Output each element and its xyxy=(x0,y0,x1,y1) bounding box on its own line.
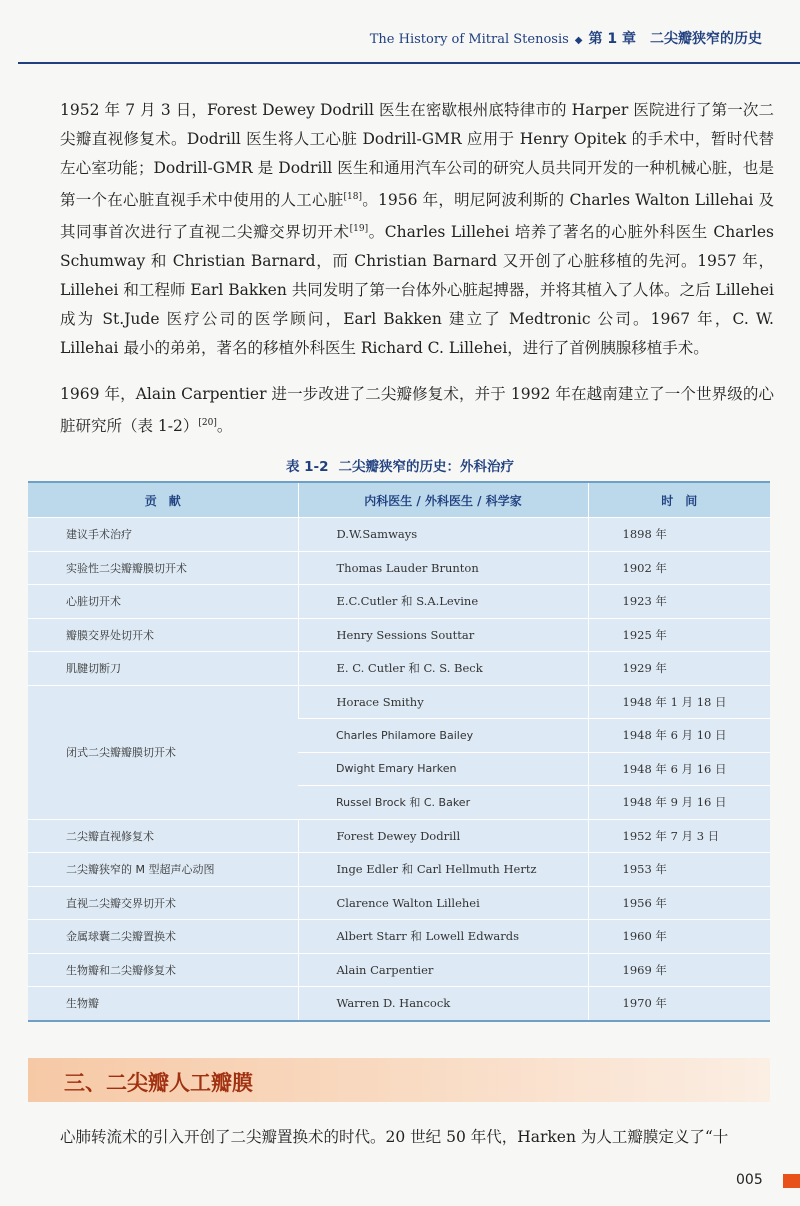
cell-date: 1898 年 xyxy=(588,518,770,552)
diamond-icon: ◆ xyxy=(574,35,583,46)
cell-contribution: 心脏切开术 xyxy=(28,585,298,619)
cell-contribution: 瓣膜交界处切开术 xyxy=(28,618,298,652)
table-caption xyxy=(0,455,800,475)
cell-date: 1948 年 6 月 16 日 xyxy=(588,752,770,786)
paragraph-1-text-a: 1952 年 7 月 3 日，Forest Dewey Dodrill 医生在密歇根州底特律市的 Harper 医院进行了第一次二尖瓣直视修复术。Dodrill 医生将人工心脏 Dodrill-GMR 应用于 Henry Opitek 的手术中，暂时代替左心室功能；Dodrill-GMR 是 Dodrill 医生和通用汽车公司的研究人员共同开发的一种机械心脏，也是第一个在心脏直视手术中使用的人工心脏 xyxy=(60,101,774,210)
table-row xyxy=(28,551,770,585)
column-header-contribution: 贡 献 xyxy=(28,482,298,518)
table-row xyxy=(28,953,770,987)
cell-name: Horace Smithy xyxy=(298,685,588,719)
page-number: 005 xyxy=(736,1172,763,1188)
paragraph-1-text-c: 。Charles Lillehei 培养了著名的心脏外科医生 Charles Schumway 和 Christian Barnard，而 Christian Barnard 又开创了心脏移植的先河。1957 年，Lillehei 和工程师 Earl Bakken 共同发明了第一台体外心脏起搏器，并将其植入了人体。之后 Lillehei 成为 St.Jude 医疗公司的医学顾问，Earl Bakken 建立了 Medtronic 公司。1967 年，C. W. Lillehai 最小的弟弟，著名的移植外科医生 Richard C. Lillehei，进行了首例胰腺移植手术。 xyxy=(60,223,774,358)
cell-contribution: 建议手术治疗 xyxy=(28,518,298,552)
table-row xyxy=(28,685,770,719)
page-tab-marker xyxy=(783,1174,800,1188)
cell-date: 1948 年 9 月 16 日 xyxy=(588,786,770,820)
table-row xyxy=(28,652,770,686)
cell-contribution-merged: 闭式二尖瓣瓣膜切开术 xyxy=(28,685,298,819)
cell-name: Albert Starr 和 Lowell Edwards xyxy=(298,920,588,954)
table-caption-number: 表 1-2 xyxy=(285,459,329,475)
header-english-title: The History of Mitral Stenosis xyxy=(369,32,569,47)
section-title: 三、二尖瓣人工瓣膜 xyxy=(64,1071,253,1095)
paragraph-2 xyxy=(60,380,774,441)
cell-date: 1969 年 xyxy=(588,953,770,987)
citation-18: [18] xyxy=(343,192,362,202)
cell-contribution: 生物瓣和二尖瓣修复术 xyxy=(28,953,298,987)
cell-contribution: 二尖瓣直视修复术 xyxy=(28,819,298,853)
cell-date: 1948 年 1 月 18 日 xyxy=(588,685,770,719)
cell-name: Thomas Lauder Brunton xyxy=(298,551,588,585)
cell-date: 1925 年 xyxy=(588,618,770,652)
cell-name: Warren D. Hancock xyxy=(298,987,588,1021)
table-caption-title: 二尖瓣狭窄的历史：外科治疗 xyxy=(338,459,515,475)
cell-name: Clarence Walton Lillehei xyxy=(298,886,588,920)
header-chapter-title: 第 1 章 二尖瓣狭窄的历史 xyxy=(588,31,762,47)
table-row xyxy=(28,518,770,552)
cell-contribution: 肌腱切断刀 xyxy=(28,652,298,686)
cell-date: 1970 年 xyxy=(588,987,770,1021)
citation-20: [20] xyxy=(198,418,217,428)
table-row xyxy=(28,920,770,954)
paragraph-1 xyxy=(60,96,774,363)
citation-19: [19] xyxy=(349,224,369,235)
table-row xyxy=(28,819,770,853)
history-table xyxy=(28,481,770,1022)
column-header-date: 时 间 xyxy=(588,482,770,518)
cell-date: 1929 年 xyxy=(588,652,770,686)
cell-name: Dwight Emary Harken xyxy=(298,752,588,786)
running-header xyxy=(0,0,800,70)
cell-name: Russel Brock 和 C. Baker xyxy=(298,786,588,820)
cell-name: Inge Edler 和 Carl Hellmuth Hertz xyxy=(298,853,588,887)
paragraph-2-text-a: 1969 年，Alain Carpentier 进一步改进了二尖瓣修复术，并于 1992 年在越南建立了一个世界级的心脏研究所（表 1-2） xyxy=(60,385,774,436)
table-row xyxy=(28,853,770,887)
cell-name: Henry Sessions Souttar xyxy=(298,618,588,652)
paragraph-3: 心肺转流术的引入开创了二尖瓣置换术的时代。20 世纪 50 年代，Harken 为人工瓣膜定义了“十 xyxy=(60,1128,729,1146)
table-row xyxy=(28,886,770,920)
cell-name: E.C.Cutler 和 S.A.Levine xyxy=(298,585,588,619)
cell-name: E. C. Cutler 和 C. S. Beck xyxy=(298,652,588,686)
cell-name: Alain Carpentier xyxy=(298,953,588,987)
cell-date: 1902 年 xyxy=(588,551,770,585)
cell-date: 1960 年 xyxy=(588,920,770,954)
cell-name: Forest Dewey Dodrill xyxy=(298,819,588,853)
cell-name: Charles Philamore Bailey xyxy=(298,719,588,753)
table-header-row xyxy=(28,482,770,518)
cell-date: 1952 年 7 月 3 日 xyxy=(588,819,770,853)
cell-contribution: 金属球囊二尖瓣置换术 xyxy=(28,920,298,954)
cell-contribution: 直视二尖瓣交界切开术 xyxy=(28,886,298,920)
table-row xyxy=(28,618,770,652)
cell-contribution: 实验性二尖瓣瓣膜切开术 xyxy=(28,551,298,585)
cell-contribution: 二尖瓣狭窄的 M 型超声心动图 xyxy=(28,853,298,887)
section-heading-bar xyxy=(28,1058,770,1102)
cell-date: 1953 年 xyxy=(588,853,770,887)
header-rule xyxy=(18,62,800,64)
table-row xyxy=(28,585,770,619)
cell-date: 1923 年 xyxy=(588,585,770,619)
paragraph-2-text-b: 。 xyxy=(216,417,233,436)
cell-name: D.W.Samways xyxy=(298,518,588,552)
table-row xyxy=(28,987,770,1021)
cell-contribution: 生物瓣 xyxy=(28,987,298,1021)
header-text xyxy=(370,28,762,48)
cell-date: 1948 年 6 月 10 日 xyxy=(588,719,770,753)
cell-date: 1956 年 xyxy=(588,886,770,920)
paragraph-1-text-b: 。1956 年，明尼阿波利斯的 Charles Walton Lillehai 及其同事首次进行了直视二尖瓣交界切开术 xyxy=(60,191,774,242)
column-header-person: 内科医生 / 外科医生 / 科学家 xyxy=(298,482,588,518)
